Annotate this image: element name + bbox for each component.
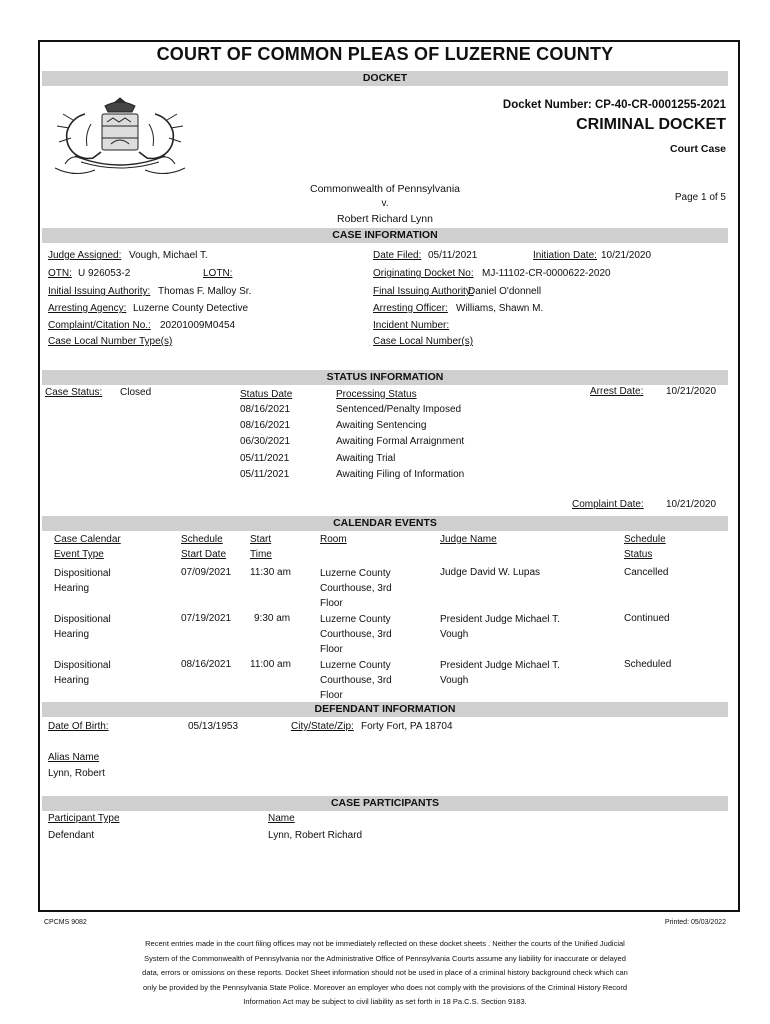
participant-type-header: Participant Type [48,813,120,824]
event-date: 07/19/2021 [181,613,232,624]
case-kind: Court Case [669,143,726,155]
court-title: COURT OF COMMON PLEAS OF LUZERNE COUNTY [156,44,614,64]
arrest-date-label: Arrest Date: [590,386,644,397]
originating-docket-label: Originating Docket No: [373,268,474,279]
status-date-header: Status Date [240,389,293,400]
arrest-date-value: 10/21/2020 [666,386,717,397]
event-type-line-2: Hearing [54,629,90,640]
alias-value: Lynn, Robert [48,768,105,779]
docket-number: Docket Number: CP-40-CR-0001255-2021 [502,99,726,111]
participant-name-value: Lynn, Robert Richard [268,830,363,841]
participant-name-header: Name [268,813,295,824]
disclaimer-line: Information Act may be subject to civil liability as set forth in 18 Pa.C.S. Section 9183. [243,997,527,1006]
disclaimer-line: data, errors or omissions on these reports. Docket Sheet information should not be used in place of a criminal history background check which can [142,968,628,977]
event-type-header: Case Calendar [54,534,121,545]
local-number-label: Case Local Number(s) [373,336,474,347]
event-date: 07/09/2021 [181,567,232,578]
form-id: CPCMS 9082 [44,919,87,926]
date-filed-label: Date Filed: [373,250,422,261]
otn-label: OTN: [48,268,72,279]
arresting-agency-value: Luzerne County Detective [133,303,249,314]
city-state-zip-label: City/State/Zip: [291,721,354,732]
disclaimer-line: only be provided by the Pennsylvania State Police. Moreover an employer who does not comply with the provisions of the Criminal History Record [143,982,627,992]
complaint-value: 20201009M0454 [160,320,236,331]
event-judge: Judge David W. Lupas [440,567,541,578]
status-row-status: Awaiting Trial [336,453,396,464]
event-room: Luzerne County [320,660,391,671]
dob-label: Date Of Birth: [48,721,109,732]
initial-authority-label: Initial Issuing Authority: [48,286,151,297]
caption-plaintiff: Commonwealth of Pennsylvania [310,183,460,195]
arresting-officer-value: Williams, Shawn M. [456,303,544,314]
arresting-agency-label: Arresting Agency: [48,303,127,314]
caption-v: v. [381,198,389,209]
complaint-date-label: Complaint Date: [572,499,644,510]
initial-authority-value: Thomas F. Malloy Sr. [158,286,252,297]
disclaimer-line: System of the Commonwealth of Pennsylvania nor the Administrative Office of Pennsylvania Courts assume any liability for inaccurate or delayed [144,953,626,963]
docket-type: CRIMINAL DOCKET [576,116,726,133]
calendar-events-bar: CALENDAR EVENTS [42,516,728,531]
processing-status-header: Processing Status [336,389,417,400]
complaint-label: Complaint/Citation No.: [48,320,151,331]
initiation-label: Initiation Date: [533,250,597,261]
docket-banner: DOCKET [42,71,728,86]
originating-docket-value: MJ-11102-CR-0000622-2020 [482,268,611,279]
judge-label: Judge Assigned: [48,250,122,261]
event-judge: President Judge Michael T. [440,660,560,671]
status-row-date: 06/30/2021 [240,436,291,447]
event-judge: President Judge Michael T. [440,614,560,625]
judge-value: Vough, Michael T. [129,250,208,261]
event-type-header-2: Event Type [54,549,104,560]
initiation-value: 10/21/2020 [601,250,652,261]
event-room: Luzerne County [320,568,391,579]
dob-value: 05/13/1953 [188,721,239,732]
event-type-line-2: Hearing [54,583,90,594]
final-authority-value: Daniel O'donnell [468,286,542,297]
event-time: 9:30 am [254,613,291,624]
arresting-officer-label: Arresting Officer: [373,303,448,314]
status-row-status: Sentenced/Penalty Imposed [336,404,462,415]
case-status-value: Closed [120,387,152,398]
event-room-line-3: Floor [320,644,343,655]
printed-date: Printed: 05/03/2022 [664,919,726,926]
disclaimer-line: Recent entries made in the court filing offices may not be immediately reflected on these docket sheets . Neither the courts of the Unified Judicial [145,939,625,948]
event-room-line-2: Courthouse, 3rd [320,675,392,686]
disclaimer [80,937,690,1010]
judge-name-header: Judge Name [440,534,497,545]
event-room-line-2: Courthouse, 3rd [320,629,392,640]
alias-label: Alias Name [48,752,100,763]
pennsylvania-seal-icon [45,94,195,176]
room-header: Room [320,534,347,545]
case-status-label: Case Status: [45,387,103,398]
defendant-information-bar: DEFENDANT INFORMATION [42,702,728,717]
event-time: 11:30 am [250,567,291,578]
schedule-status-header-2: Status [624,549,653,560]
event-room-line-2: Courthouse, 3rd [320,583,392,594]
event-type-line-2: Hearing [54,675,90,686]
event-room-line-3: Floor [320,598,343,609]
status-row-status: Awaiting Formal Arraignment [336,436,465,447]
status-row-date: 05/11/2021 [240,453,290,464]
case-information-bar: CASE INFORMATION [42,228,728,243]
schedule-status-header: Schedule [624,534,666,545]
start-date-header: Schedule [181,534,223,545]
start-time-header-2: Time [250,549,272,560]
event-judge-line-2: Vough [440,629,469,640]
event-type: Dispositional [54,568,111,579]
otn-value: U 926053-2 [78,268,131,279]
event-type: Dispositional [54,660,111,671]
event-room: Luzerne County [320,614,391,625]
event-judge-line-2: Vough [440,675,469,686]
case-participants-bar: CASE PARTICIPANTS [42,796,728,811]
incident-label: Incident Number: [373,320,450,331]
status-row-date: 08/16/2021 [240,404,291,415]
local-number-type-label: Case Local Number Type(s) [48,336,173,347]
event-status: Scheduled [624,659,672,670]
status-row-status: Awaiting Filing of Information [336,469,465,480]
status-row-status: Awaiting Sentencing [336,420,427,431]
status-information-bar: STATUS INFORMATION [42,370,728,385]
event-room-line-3: Floor [320,690,343,701]
status-row-date: 08/16/2021 [240,420,291,431]
event-type: Dispositional [54,614,111,625]
city-state-zip-value: Forty Fort, PA 18704 [361,721,453,732]
event-status: Cancelled [624,567,669,578]
final-authority-label: Final Issuing Authority: [373,286,474,297]
date-filed-value: 05/11/2021 [428,250,478,261]
event-date: 08/16/2021 [181,659,232,670]
event-time: 11:00 am [250,659,291,670]
start-time-header: Start [250,534,272,545]
caption-defendant: Robert Richard Lynn [337,213,433,225]
page-number: Page 1 of 5 [674,192,726,203]
status-row-date: 05/11/2021 [240,469,290,480]
lotn-label: LOTN: [203,268,233,279]
event-status: Continued [624,613,670,624]
start-date-header-2: Start Date [181,549,227,560]
participant-type-value: Defendant [48,830,95,841]
complaint-date-value: 10/21/2020 [666,499,717,510]
